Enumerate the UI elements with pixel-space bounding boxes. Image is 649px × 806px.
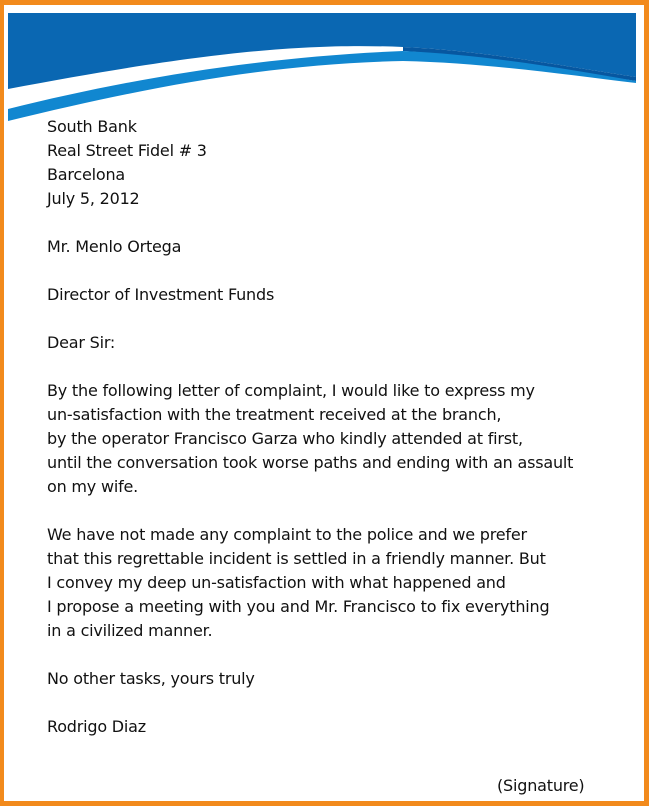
paragraph-line: that this regrettable incident is settled in a friendly manner. But bbox=[47, 549, 546, 568]
header-wave-decoration bbox=[8, 9, 640, 129]
letter-body bbox=[47, 115, 637, 739]
paragraph-line: I propose a meeting with you and Mr. Francisco to fix everything bbox=[47, 597, 550, 616]
paragraph-line: un-satisfaction with the treatment received at the branch, bbox=[47, 405, 502, 424]
recipient-name: Mr. Menlo Ortega bbox=[47, 237, 182, 256]
paragraph-line: in a civilized manner. bbox=[47, 621, 213, 640]
paragraph-1 bbox=[47, 379, 637, 499]
signer-name: Rodrigo Diaz bbox=[47, 717, 146, 736]
paragraph-line: until the conversation took worse paths and ending with an assault bbox=[47, 453, 574, 472]
paragraph-line: We have not made any complaint to the police and we prefer bbox=[47, 525, 527, 544]
paragraph-line: by the operator Francisco Garza who kindly attended at first, bbox=[47, 429, 523, 448]
signature-label: (Signature) bbox=[497, 776, 585, 795]
sender-street: Real Street Fidel # 3 bbox=[47, 141, 207, 160]
salutation: Dear Sir: bbox=[47, 333, 116, 352]
paragraph-line: on my wife. bbox=[47, 477, 139, 496]
paragraph-line: I convey my deep un-satisfaction with what happened and bbox=[47, 573, 506, 592]
recipient-title: Director of Investment Funds bbox=[47, 285, 275, 304]
paragraph-2 bbox=[47, 523, 637, 643]
closing: No other tasks, yours truly bbox=[47, 669, 255, 688]
paragraph-line: By the following letter of complaint, I would like to express my bbox=[47, 381, 535, 400]
sender-city: Barcelona bbox=[47, 165, 126, 184]
letter-date: July 5, 2012 bbox=[47, 189, 140, 208]
sender-name: South Bank bbox=[47, 117, 137, 136]
